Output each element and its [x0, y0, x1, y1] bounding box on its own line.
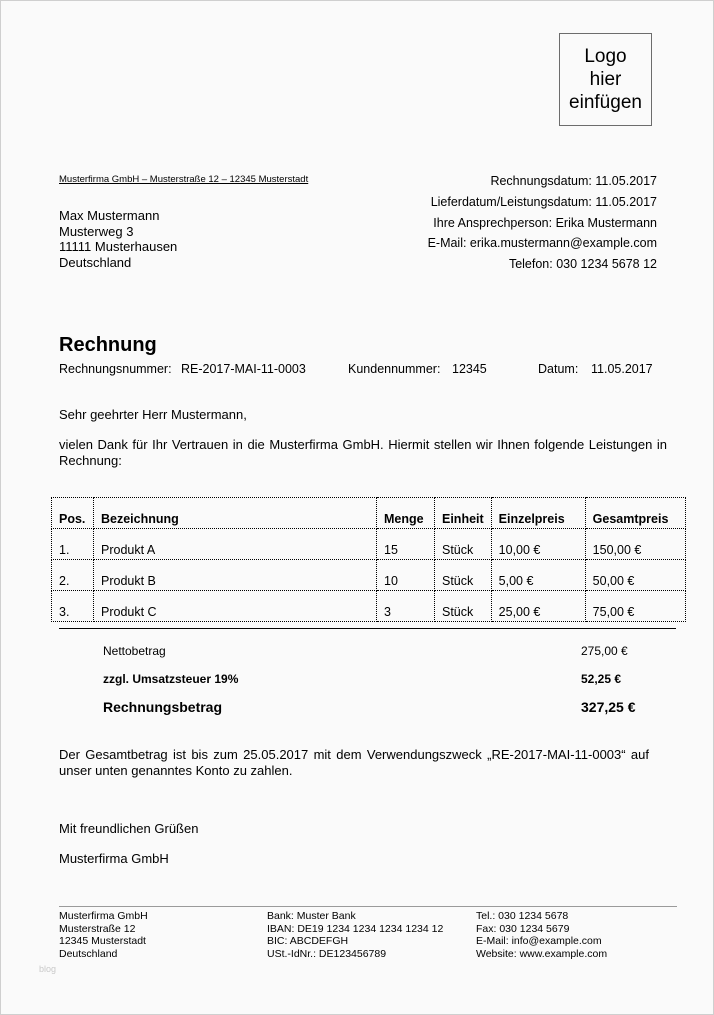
recipient-city: 11111 Musterhausen	[59, 239, 178, 254]
total-label: Rechnungsbetrag	[103, 699, 223, 715]
net-label: Nettobetrag	[103, 644, 166, 658]
footer-company-city: 12345 Musterstadt	[59, 935, 146, 947]
recipient-street: Musterweg 3	[59, 223, 134, 239]
cell-pos: 3.	[52, 591, 94, 622]
invoice-date: Rechnungsdatum: 11.05.2017	[490, 174, 657, 188]
footer-contact-column	[476, 910, 607, 960]
watermark: blog	[39, 964, 57, 974]
signature-company: Musterfirma GmbH	[59, 851, 169, 866]
vat-value: 52,25 €	[581, 672, 622, 686]
cell-einzelpreis: 10,00 €	[491, 529, 585, 560]
col-einzelpreis-header: Einzelpreis	[491, 498, 585, 529]
cell-bezeichnung: Produkt C	[94, 591, 377, 622]
footer-bank-column	[267, 910, 443, 960]
kn-label: Kundennummer:	[348, 362, 441, 376]
cell-einzelpreis: 25,00 €	[491, 591, 585, 622]
document-title: Rechnung	[59, 334, 157, 356]
table-row	[52, 560, 686, 591]
contact-phone: Telefon: 030 1234 5678 12	[508, 257, 657, 271]
footer-iban: IBAN: DE19 1234 1234 1234 1234 12	[267, 922, 444, 935]
footer-company-name: Musterfirma GmbH	[59, 910, 148, 922]
table-header-row	[52, 498, 686, 529]
cell-bezeichnung: Produkt A	[94, 529, 377, 560]
col-menge-header: Menge	[377, 498, 435, 529]
footer-company-street: Musterstraße 12	[59, 922, 136, 935]
cell-einzelpreis: 5,00 €	[491, 560, 585, 591]
contact-person: Ihre Ansprechperson: Erika Mustermann	[433, 216, 657, 230]
recipient-name: Max Mustermann	[59, 208, 160, 223]
table-row	[52, 591, 686, 622]
footer-website: Website: www.example.com	[476, 947, 608, 960]
logo-line-2: hier	[589, 69, 622, 90]
cell-einheit: Stück	[435, 529, 492, 560]
date-value: 11.05.2017	[591, 362, 653, 376]
cell-bezeichnung: Produkt B	[94, 560, 377, 591]
rn-label: Rechnungsnummer:	[59, 362, 172, 376]
cell-pos: 2.	[52, 560, 94, 591]
net-value: 275,00 €	[581, 644, 628, 658]
date-label: Datum:	[538, 362, 579, 376]
payment-terms: Der Gesamtbetrag ist bis zum 25.05.2017 mit dem Verwendungszweck „RE-2017-MAI-11-0003“ auf unser unten genanntes Konto zu zahlen.	[59, 747, 649, 778]
recipient-address	[59, 208, 177, 270]
footer-divider	[59, 906, 677, 907]
col-pos-header: Pos.	[52, 498, 94, 529]
table-row	[52, 529, 686, 560]
footer-fax: Fax: 030 1234 5679	[476, 922, 570, 935]
contact-email: E-Mail: erika.mustermann@example.com	[427, 236, 657, 250]
cell-einheit: Stück	[435, 591, 492, 622]
kn-value: 12345	[452, 362, 487, 376]
col-gesamtpreis-header: Gesamtpreis	[585, 498, 685, 529]
footer-bank: Bank: Muster Bank	[267, 910, 356, 922]
logo-line-3: einfügen	[569, 92, 642, 113]
items-table	[51, 497, 686, 622]
cell-menge: 15	[377, 529, 435, 560]
logo-placeholder	[559, 33, 652, 126]
footer-tel: Tel.: 030 1234 5678	[476, 910, 569, 922]
footer-vat-id: USt.-IdNr.: DE123456789	[267, 947, 387, 960]
recipient-country: Deutschland	[59, 254, 132, 270]
closing-greeting: Mit freundlichen Grüßen	[59, 821, 199, 836]
cell-gesamtpreis: 50,00 €	[585, 560, 685, 591]
col-bezeichnung-header: Bezeichnung	[94, 498, 377, 529]
cell-gesamtpreis: 75,00 €	[585, 591, 685, 622]
vat-label: zzgl. Umsatzsteuer 19%	[103, 672, 239, 686]
footer-company-column	[59, 910, 148, 960]
intro-text: vielen Dank für Ihr Vertrauen in die Musterfirma GmbH. Hiermit stellen wir Ihnen folgende Leistungen in Rechnung:	[59, 437, 667, 468]
rn-value: RE-2017-MAI-11-0003	[181, 362, 306, 376]
delivery-date: Lieferdatum/Leistungsdatum: 11.05.2017	[430, 195, 657, 209]
cell-pos: 1.	[52, 529, 94, 560]
footer-company-country: Deutschland	[59, 947, 118, 960]
salutation: Sehr geehrter Herr Mustermann,	[59, 407, 247, 422]
cell-einheit: Stück	[435, 560, 492, 591]
cell-menge: 3	[377, 591, 435, 622]
totals-divider	[59, 628, 676, 629]
sender-address-line: Musterfirma GmbH – Musterstraße 12 – 12345 Musterstadt	[59, 174, 309, 185]
total-value: 327,25 €	[581, 699, 636, 715]
footer-bic: BIC: ABCDEFGH	[267, 935, 349, 947]
footer-email: E-Mail: info@example.com	[476, 935, 602, 947]
logo-line-1: Logo	[584, 46, 627, 67]
cell-menge: 10	[377, 560, 435, 591]
cell-gesamtpreis: 150,00 €	[585, 529, 685, 560]
col-einheit-header: Einheit	[435, 498, 492, 529]
